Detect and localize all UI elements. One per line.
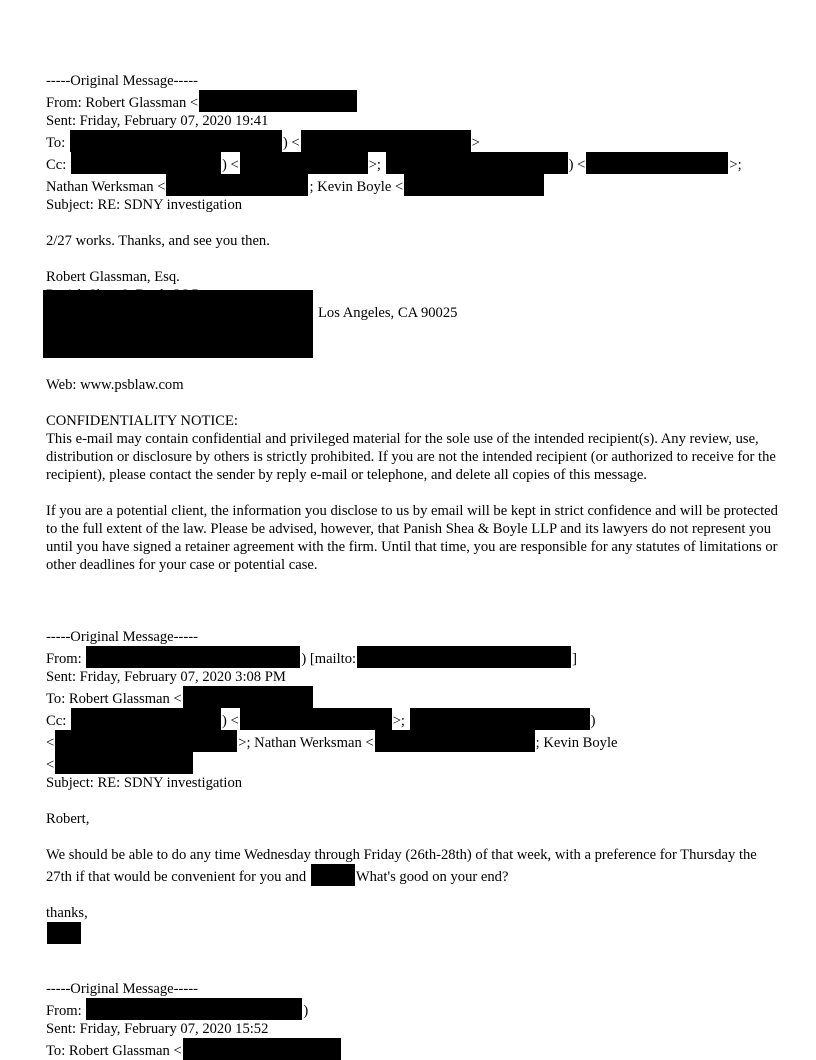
- redaction-box: [47, 922, 81, 944]
- cc-bracket: <: [46, 735, 55, 751]
- redaction-box: [166, 174, 308, 196]
- from-line: [46, 90, 786, 112]
- to-label: To:: [46, 135, 66, 151]
- signature-redaction-block: [43, 290, 313, 358]
- message-separator: -----Original Message-----: [46, 73, 198, 89]
- confidentiality-title: CONFIDENTIALITY NOTICE:: [46, 413, 238, 429]
- redaction-box: [586, 152, 728, 174]
- redaction-box: [55, 730, 237, 752]
- redaction-box: [55, 752, 193, 774]
- redaction-box: [86, 998, 302, 1020]
- redaction-box: [311, 864, 355, 886]
- to-separator: ) <: [282, 135, 300, 151]
- cc-separator: >;: [392, 713, 405, 729]
- redaction-box: [71, 708, 221, 730]
- redaction-box: [240, 708, 392, 730]
- cc-bracket: <: [46, 757, 55, 773]
- cc-label: Cc:: [46, 713, 67, 729]
- cc-name: ; Kevin Boyle <: [309, 179, 404, 195]
- to-line: [46, 1038, 786, 1060]
- from-end: ): [303, 1003, 309, 1019]
- sent-line: Sent: Friday, February 07, 2020 3:08 PM: [46, 669, 286, 685]
- cc-separator: ) <: [221, 157, 239, 173]
- cc-line: [46, 708, 786, 730]
- sent-line: Sent: Friday, February 07, 2020 15:52: [46, 1021, 269, 1037]
- sent-line: Sent: Friday, February 07, 2020 19:41: [46, 113, 269, 129]
- email-document: [46, 72, 786, 1060]
- cc-continuation-line: [46, 730, 786, 752]
- cc-name: ; Kevin Boyle: [535, 735, 618, 751]
- confidentiality-paragraph: This e-mail may contain confidential and privileged material for the sole use of the intended recipient(s). Any review, use, distribution or disclosure by others is strictly prohibited. If you are not the intended recipient (or authorized to receive for the recipient), please contact the sender by reply e-mail or telephone, and delete all copies of this message.: [46, 431, 776, 483]
- greeting: Robert,: [46, 811, 90, 827]
- message-body: 2/27 works. Thanks, and see you then.: [46, 233, 270, 249]
- from-line: [46, 646, 786, 668]
- redaction-box: [183, 686, 313, 708]
- from-label: From: Robert Glassman <: [46, 95, 199, 111]
- from-line: [46, 998, 786, 1020]
- signature-initial: [46, 922, 786, 944]
- to-line: [46, 130, 786, 152]
- cc-separator: ) <: [221, 713, 239, 729]
- message-body: [46, 846, 786, 886]
- cc-name: >; Nathan Werksman <: [238, 735, 374, 751]
- subject-line: Subject: RE: SDNY investigation: [46, 197, 243, 213]
- to-label: To: Robert Glassman <: [46, 1043, 182, 1059]
- cc-line: [46, 152, 786, 174]
- signature-name: Robert Glassman, Esq.: [46, 269, 180, 285]
- cc-separator: ) <: [568, 157, 586, 173]
- message-body-text: What's good on your end?: [355, 869, 509, 885]
- message-separator: -----Original Message-----: [46, 629, 198, 645]
- signature-web: Web: www.psblaw.com: [46, 377, 184, 393]
- message-separator: -----Original Message-----: [46, 981, 198, 997]
- redaction-box: [183, 1038, 341, 1060]
- redaction-box: [301, 130, 471, 152]
- to-line: [46, 686, 786, 708]
- message-body-text: We should be able to do any time Wednesday through Friday (26th-28th) of that week, with a preference for Thursday the 27th if that would be convenient for you and: [46, 847, 757, 885]
- signature-address: Los Angeles, CA 90025: [318, 305, 458, 321]
- redaction-box: [240, 152, 368, 174]
- cc-name: Nathan Werksman <: [46, 179, 166, 195]
- redaction-box: [386, 152, 568, 174]
- cc-continuation-line: [46, 174, 786, 196]
- cc-separator: >;: [368, 157, 381, 173]
- redaction-box: [410, 708, 590, 730]
- closing: thanks,: [46, 905, 88, 921]
- redaction-box: [404, 174, 544, 196]
- to-label: To: Robert Glassman <: [46, 691, 182, 707]
- redaction-box: [71, 152, 221, 174]
- redaction-box: [357, 646, 571, 668]
- from-end: ]: [572, 651, 577, 667]
- redaction-box: [199, 90, 357, 112]
- cc-end: >;: [729, 157, 742, 173]
- from-label: From:: [46, 651, 82, 667]
- client-notice-paragraph: If you are a potential client, the information you disclose to us by email will be kept in strict confidence and will be protected to the full extent of the law. Please be advised, however, that Panish Shea & Boyle LLP and its lawyers do not represent you until you have signed a retainer agreement with the firm. Until that time, you are responsible for any statutes of limitations or other deadlines for your case or potential case.: [46, 503, 778, 573]
- mailto-label: ) [mailto:: [301, 651, 357, 667]
- from-label: From:: [46, 1003, 82, 1019]
- redaction-box: [375, 730, 535, 752]
- subject-line: Subject: RE: SDNY investigation: [46, 775, 243, 791]
- cc-continuation-line: [46, 752, 786, 774]
- redaction-box: [70, 130, 282, 152]
- cc-label: Cc:: [46, 157, 67, 173]
- cc-end: ): [590, 713, 596, 729]
- redaction-box: [86, 646, 300, 668]
- to-end: >: [471, 135, 480, 151]
